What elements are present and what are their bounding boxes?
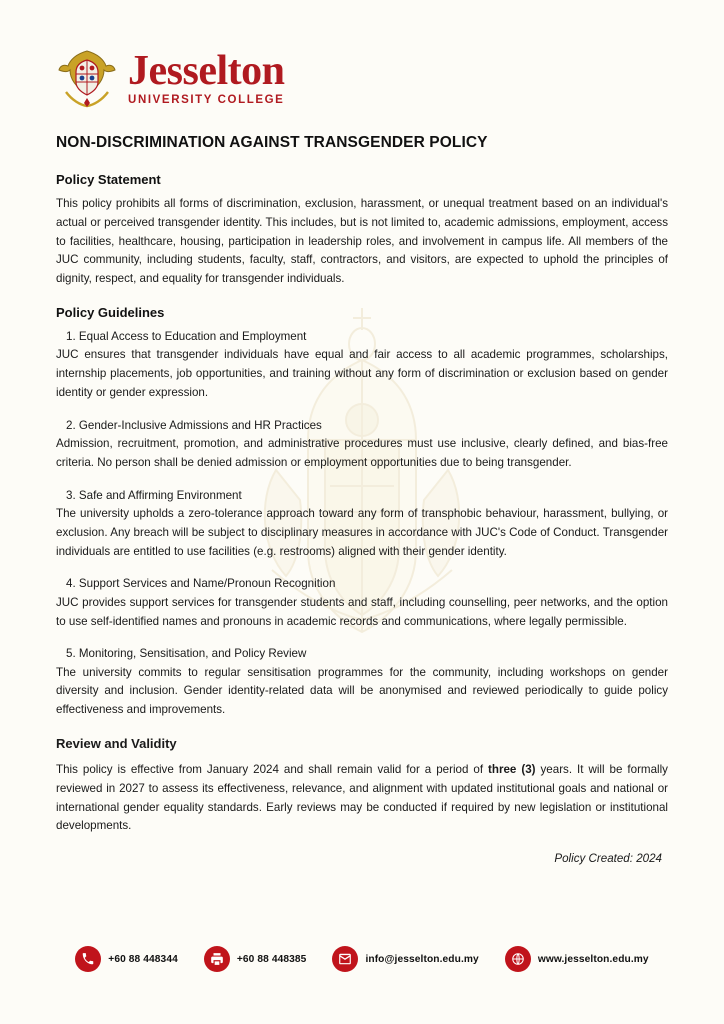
policy-guidelines-section [56,305,668,720]
policy-statement-heading: Policy Statement [56,172,161,187]
university-crest-icon [56,48,118,108]
document-content [56,134,668,865]
contact-website[interactable] [505,946,649,972]
review-body-bold: three (3) [488,763,536,777]
review-body-part1: This policy is effective from January 2024 and shall remain valid for a period of [56,763,489,777]
globe-icon [505,946,531,972]
email-icon [332,946,358,972]
brand-name: Jesselton [128,47,285,94]
contact-phone [75,946,178,972]
contact-phone-text: +60 88 448344 [108,953,178,965]
guideline-title: 3. Safe and Affirming Environment [66,488,242,502]
contact-fax [204,946,307,972]
footer-contact-bar [0,946,724,972]
guideline-title: 1. Equal Access to Education and Employment [66,329,307,343]
guideline-body: JUC provides support services for transgender students and staff, including counselling, peer networks, and the option to use self-identified names and pronouns in academic records and communications, where legally permissible. [56,595,668,628]
policy-created-date: Policy Created: 2024 [554,852,662,866]
guideline-body: JUC ensures that transgender individuals have equal and fair access to all academic programmes, scholarships, internship placements, job opportunities, and training without any form of discrimination or exclusion based on gender identity or gender expression. [56,348,668,399]
guideline-item [56,328,668,403]
guideline-item [56,575,668,631]
review-validity-body [56,761,668,836]
page-title: NON-DISCRIMINATION AGAINST TRANSGENDER POLICY [56,134,488,151]
guideline-body: The university upholds a zero-tolerance approach toward any form of transphobic behaviour, harassment, bullying, or exclusion. Any breach will be subject to disciplinary measures in accordance with JUC's Code of Conduct. Transgender individuals are entitled to use facilities (e.g. restrooms) aligned with their gender identity. [56,506,668,558]
contact-email[interactable] [332,946,478,972]
review-validity-heading: Review and Validity [56,736,177,752]
brand-wordmark [128,47,285,107]
guideline-title: 5. Monitoring, Sensitisation, and Policy Review [66,647,307,661]
contact-fax-text: +60 88 448385 [236,953,307,965]
brand-subtitle: UNIVERSITY COLLEGE [128,93,285,106]
policy-guidelines-heading: Policy Guidelines [56,304,165,320]
phone-icon [75,946,101,972]
contact-email-text: info@jesselton.edu.my [365,953,479,965]
review-validity-section [56,736,668,836]
guideline-title: 4. Support Services and Name/Pronoun Recognition [66,577,336,591]
guideline-title: 2. Gender-Inclusive Admissions and HR Practices [66,418,322,432]
guideline-item [56,487,668,562]
fax-icon [204,946,230,972]
policy-statement-body: This policy prohibits all forms of discrimination, exclusion, harassment, or unequal treatment based on an individual's actual or perceived transgender identity. This includes, but is not limited to, academic admissions, employment, access to facilities, healthcare, housing, participation in leadership roles, and involvement in campus life. All members of the JUC community, including students, faculty, staff, contractors, and visitors, are expected to uphold the principles of dignity, respect, and equality for transgender individuals. [56,197,668,286]
guideline-item [56,645,668,720]
guideline-item [56,417,668,473]
guideline-body: Admission, recruitment, promotion, and administrative procedures must use inclusive, clearly defined, and bias-free criteria. No person shall be denied admission or employment opportunities due to being transgender. [56,437,668,469]
policy-statement-section [56,172,668,289]
guideline-body: The university commits to regular sensitisation programmes for the community, including workshops on gender diversity and inclusion. Gender identity-related data will be anonymised and reviewed periodically to guide policy effectiveness and improvements. [56,665,668,717]
policy-guidelines-list [56,328,668,720]
contact-website-text: www.jesselton.edu.my [537,953,649,965]
brand-header [56,0,668,108]
review-body-part2: years. It will be formally reviewed in 2027 to assess its effectiveness, relevance, and alignment with updated institutional goals and national or international gender equality standards. Early reviews may be conducted if required by new legislation or institutional developments. [56,763,668,833]
